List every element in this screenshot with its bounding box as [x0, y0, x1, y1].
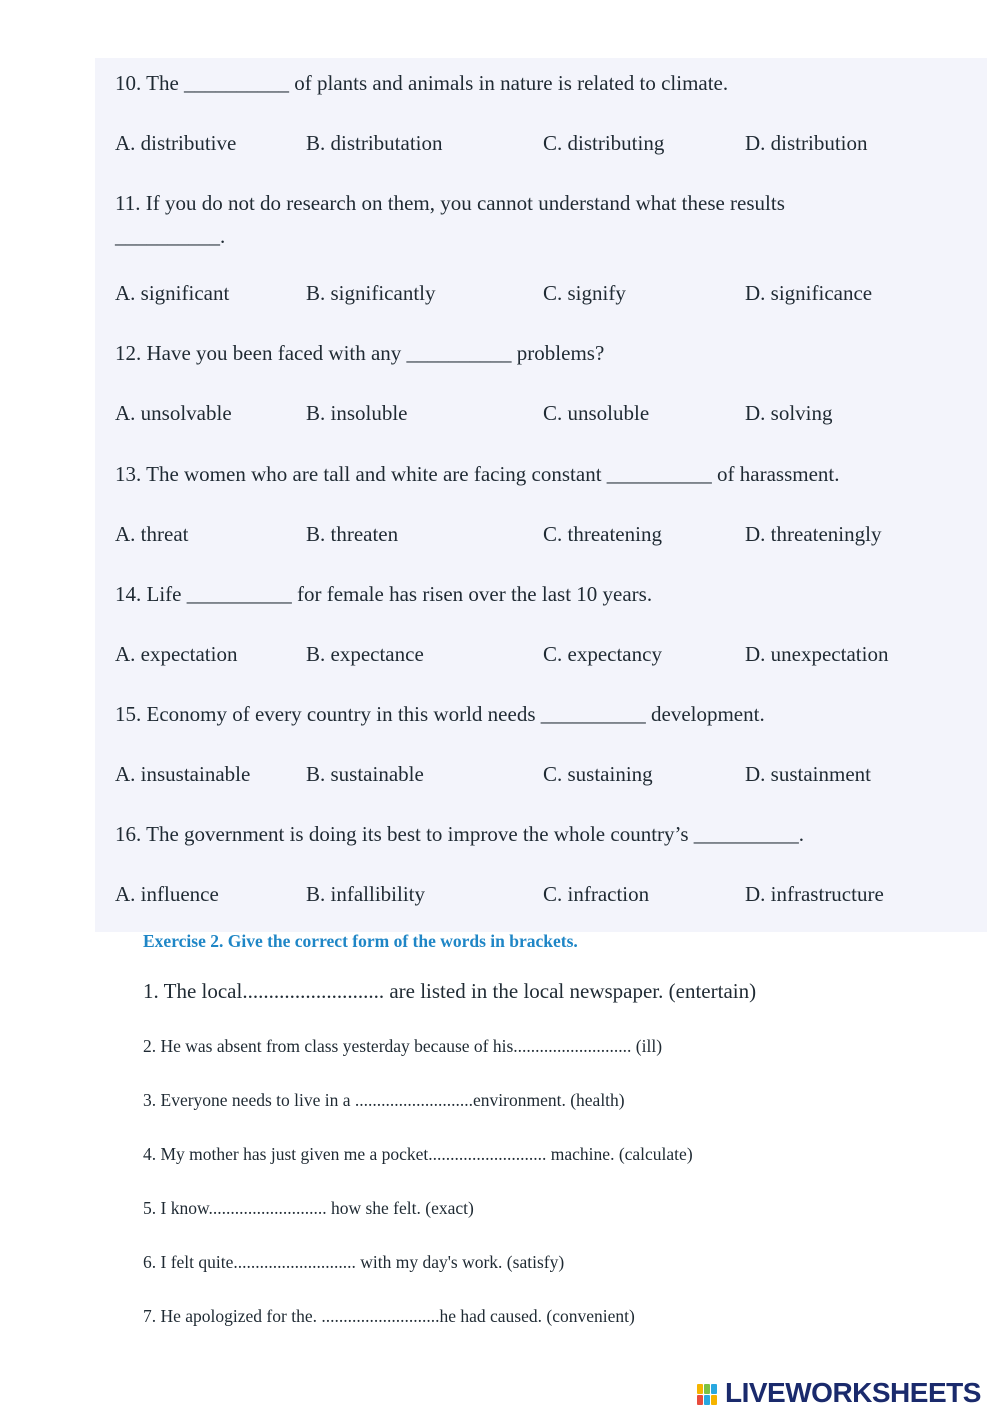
exercise-2-item-3: 3. Everyone needs to live in a ...........................environment. (health) [143, 1090, 625, 1110]
exercise-2-item-4: 4. My mother has just given me a pocket........................... machine. (calculate) [143, 1144, 693, 1164]
question-10-option-a[interactable]: A. distributive [115, 131, 237, 155]
question-16-option-d[interactable]: D. infrastructure [745, 882, 884, 906]
exercise-2-item-6: 6. I felt quite............................ with my day's work. (satisfy) [143, 1252, 565, 1272]
question-13-option-c[interactable]: C. threatening [543, 522, 662, 546]
exercise-2-item-7: 7. He apologized for the. ...........................he had caused. (convenient) [143, 1306, 635, 1326]
question-14-option-a[interactable]: A. expectation [115, 642, 238, 666]
exercise-2-item-5: 5. I know........................... how she felt. (exact) [143, 1198, 474, 1218]
question-11-stem: 11. If you do not do research on them, you cannot understand what these results [115, 191, 785, 215]
question-14-option-c[interactable]: C. expectancy [543, 642, 662, 666]
liveworksheets-logo-icon [697, 1380, 723, 1406]
question-14-option-d[interactable]: D. unexpectation [745, 642, 889, 666]
question-16-option-c[interactable]: C. infraction [543, 882, 650, 906]
question-11-option-a[interactable]: A. significant [115, 281, 230, 305]
question-13-option-a[interactable]: A. threat [115, 522, 189, 546]
question-15-option-c[interactable]: C. sustaining [543, 762, 653, 786]
question-15-option-d[interactable]: D. sustainment [745, 762, 871, 786]
question-16-stem: 16. The government is doing its best to improve the whole country’s __________. [115, 822, 805, 846]
question-12-stem: 12. Have you been faced with any __________ problems? [115, 341, 605, 365]
liveworksheets-logo-text: LIVEWORKSHEETS [725, 1377, 981, 1408]
question-16-option-a[interactable]: A. influence [115, 882, 219, 906]
question-11-option-d[interactable]: D. significance [745, 281, 873, 305]
liveworksheets-logo[interactable] [697, 1378, 981, 1408]
question-13-stem: 13. The women who are tall and white are facing constant __________ of harassment. [115, 462, 840, 486]
question-12-option-b[interactable]: B. insoluble [306, 401, 408, 425]
exercise-2-title: Exercise 2. Give the correct form of the words in brackets. [143, 931, 578, 951]
question-10-option-d[interactable]: D. distribution [745, 131, 868, 155]
question-12-option-d[interactable]: D. solving [745, 401, 833, 425]
exercise-2-item-1: 1. The local........................... are listed in the local newspaper. (entertain) [143, 979, 757, 1003]
question-10-option-c[interactable]: C. distributing [543, 131, 665, 155]
question-11-option-c[interactable]: C. signify [543, 281, 626, 305]
question-13-option-d[interactable]: D. threateningly [745, 522, 882, 546]
question-10-stem: 10. The __________ of plants and animals in nature is related to climate. [115, 71, 729, 95]
question-12-option-a[interactable]: A. unsolvable [115, 401, 232, 425]
exercise-2-item-2: 2. He was absent from class yesterday because of his........................... (ill) [143, 1036, 663, 1056]
question-11-option-b[interactable]: B. significantly [306, 281, 436, 305]
question-13-option-b[interactable]: B. threaten [306, 522, 399, 546]
question-10-option-b[interactable]: B. distributation [306, 131, 443, 155]
question-12-option-c[interactable]: C. unsoluble [543, 401, 650, 425]
question-14-stem: 14. Life __________ for female has risen over the last 10 years. [115, 582, 653, 606]
question-15-option-b[interactable]: B. sustainable [306, 762, 424, 786]
question-14-option-b[interactable]: B. expectance [306, 642, 424, 666]
question-11-stem-continued: __________. [115, 224, 226, 248]
question-16-option-b[interactable]: B. infallibility [306, 882, 425, 906]
question-15-option-a[interactable]: A. insustainable [115, 762, 251, 786]
question-15-stem: 15. Economy of every country in this world needs __________ development. [115, 702, 765, 726]
